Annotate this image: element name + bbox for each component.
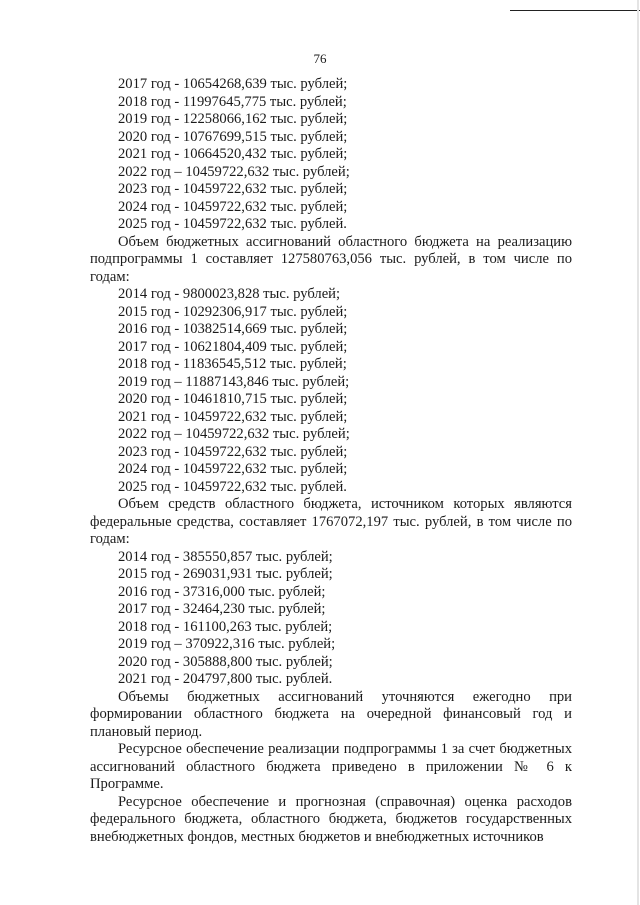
list-item: 2014 год - 9800023,828 тыс. рублей; <box>118 286 341 302</box>
list-item: 2023 год - 10459722,632 тыс. рублей; <box>118 181 348 197</box>
scan-corner-mark <box>510 0 640 11</box>
list-item: 2018 год - 11997645,775 тыс. рублей; <box>118 93 347 110</box>
scan-edge-shadow <box>637 0 639 905</box>
list-item: 2016 год - 37316,000 тыс. рублей; <box>118 583 326 600</box>
funding-list-block-1 <box>90 76 572 234</box>
document-body <box>90 76 572 846</box>
list-item: 2019 год - 12258066,162 тыс. рублей; <box>118 111 348 127</box>
funding-list-block-3 <box>90 549 572 689</box>
page-number: 76 <box>313 51 327 66</box>
funding-list-block-2 <box>90 286 572 496</box>
list-item: 2014 год - 385550,857 тыс. рублей; <box>118 548 333 565</box>
list-item: 2023 год - 10459722,632 тыс. рублей; <box>118 443 348 460</box>
list-item: 2024 год - 10459722,632 тыс. рублей; <box>118 461 348 477</box>
list-item: 2024 год - 10459722,632 тыс. рублей; <box>118 198 348 215</box>
list-item: 2019 год – 370922,316 тыс. рублей; <box>118 636 336 652</box>
paragraph-annual-adjustment: Объемы бюджетных ассигнований уточняются ежегодно при формировании областного бюджета на очередной финансовый год и плановый период. <box>90 688 572 740</box>
list-item: 2017 год - 32464,230 тыс. рублей; <box>118 601 326 617</box>
list-item: 2019 год – 11887143,846 тыс. рублей; <box>118 373 350 390</box>
list-item: 2021 год - 204797,800 тыс. рублей. <box>118 671 333 687</box>
paragraph-resource-provision: Ресурсное обеспечение реализации подпрограммы 1 за счет бюджетных ассигнований областного бюджета приведено в приложении № 6 к Программе. <box>90 741 572 792</box>
list-item: 2018 год - 161100,263 тыс. рублей; <box>118 618 333 635</box>
list-item: 2025 год - 10459722,632 тыс. рублей. <box>118 478 347 495</box>
paragraph-federal-funds-total: Объем средств областного бюджета, источником которых являются федеральные средства, составляет 1767072,197 тыс. рублей, в том числе по годам: <box>90 496 572 547</box>
list-item: 2021 год - 10459722,632 тыс. рублей; <box>118 408 348 425</box>
list-item: 2015 год - 269031,931 тыс. рублей; <box>118 566 333 582</box>
list-item: 2015 год - 10292306,917 тыс. рублей; <box>118 303 348 320</box>
list-item: 2022 год – 10459722,632 тыс. рублей; <box>118 163 350 180</box>
list-item: 2020 год - 305888,800 тыс. рублей; <box>118 653 333 670</box>
list-item: 2025 год - 10459722,632 тыс. рублей. <box>118 216 347 232</box>
list-item: 2020 год - 10767699,515 тыс. рублей; <box>118 128 348 145</box>
list-item: 2021 год - 10664520,432 тыс. рублей; <box>118 146 348 162</box>
list-item: 2016 год - 10382514,669 тыс. рублей; <box>118 321 348 337</box>
paragraph-regional-budget-total: Объем бюджетных ассигнований областного бюджета на реализацию подпрограммы 1 составляет 127580763,056 тыс. рублей, в том числе по годам: <box>90 233 572 285</box>
list-item: 2020 год - 10461810,715 тыс. рублей; <box>118 391 348 407</box>
paragraph-resource-forecast: Ресурсное обеспечение и прогнозная (справочная) оценка расходов федерального бюджета, областного бюджета, бюджетов государственных внебюджетных фондов, местных бюджетов и внебюджетных источников <box>90 793 572 845</box>
list-item: 2022 год – 10459722,632 тыс. рублей; <box>118 426 350 442</box>
list-item: 2018 год - 11836545,512 тыс. рублей; <box>118 356 347 372</box>
list-item: 2017 год - 10654268,639 тыс. рублей; <box>118 76 348 92</box>
list-item: 2017 год - 10621804,409 тыс. рублей; <box>118 338 348 355</box>
